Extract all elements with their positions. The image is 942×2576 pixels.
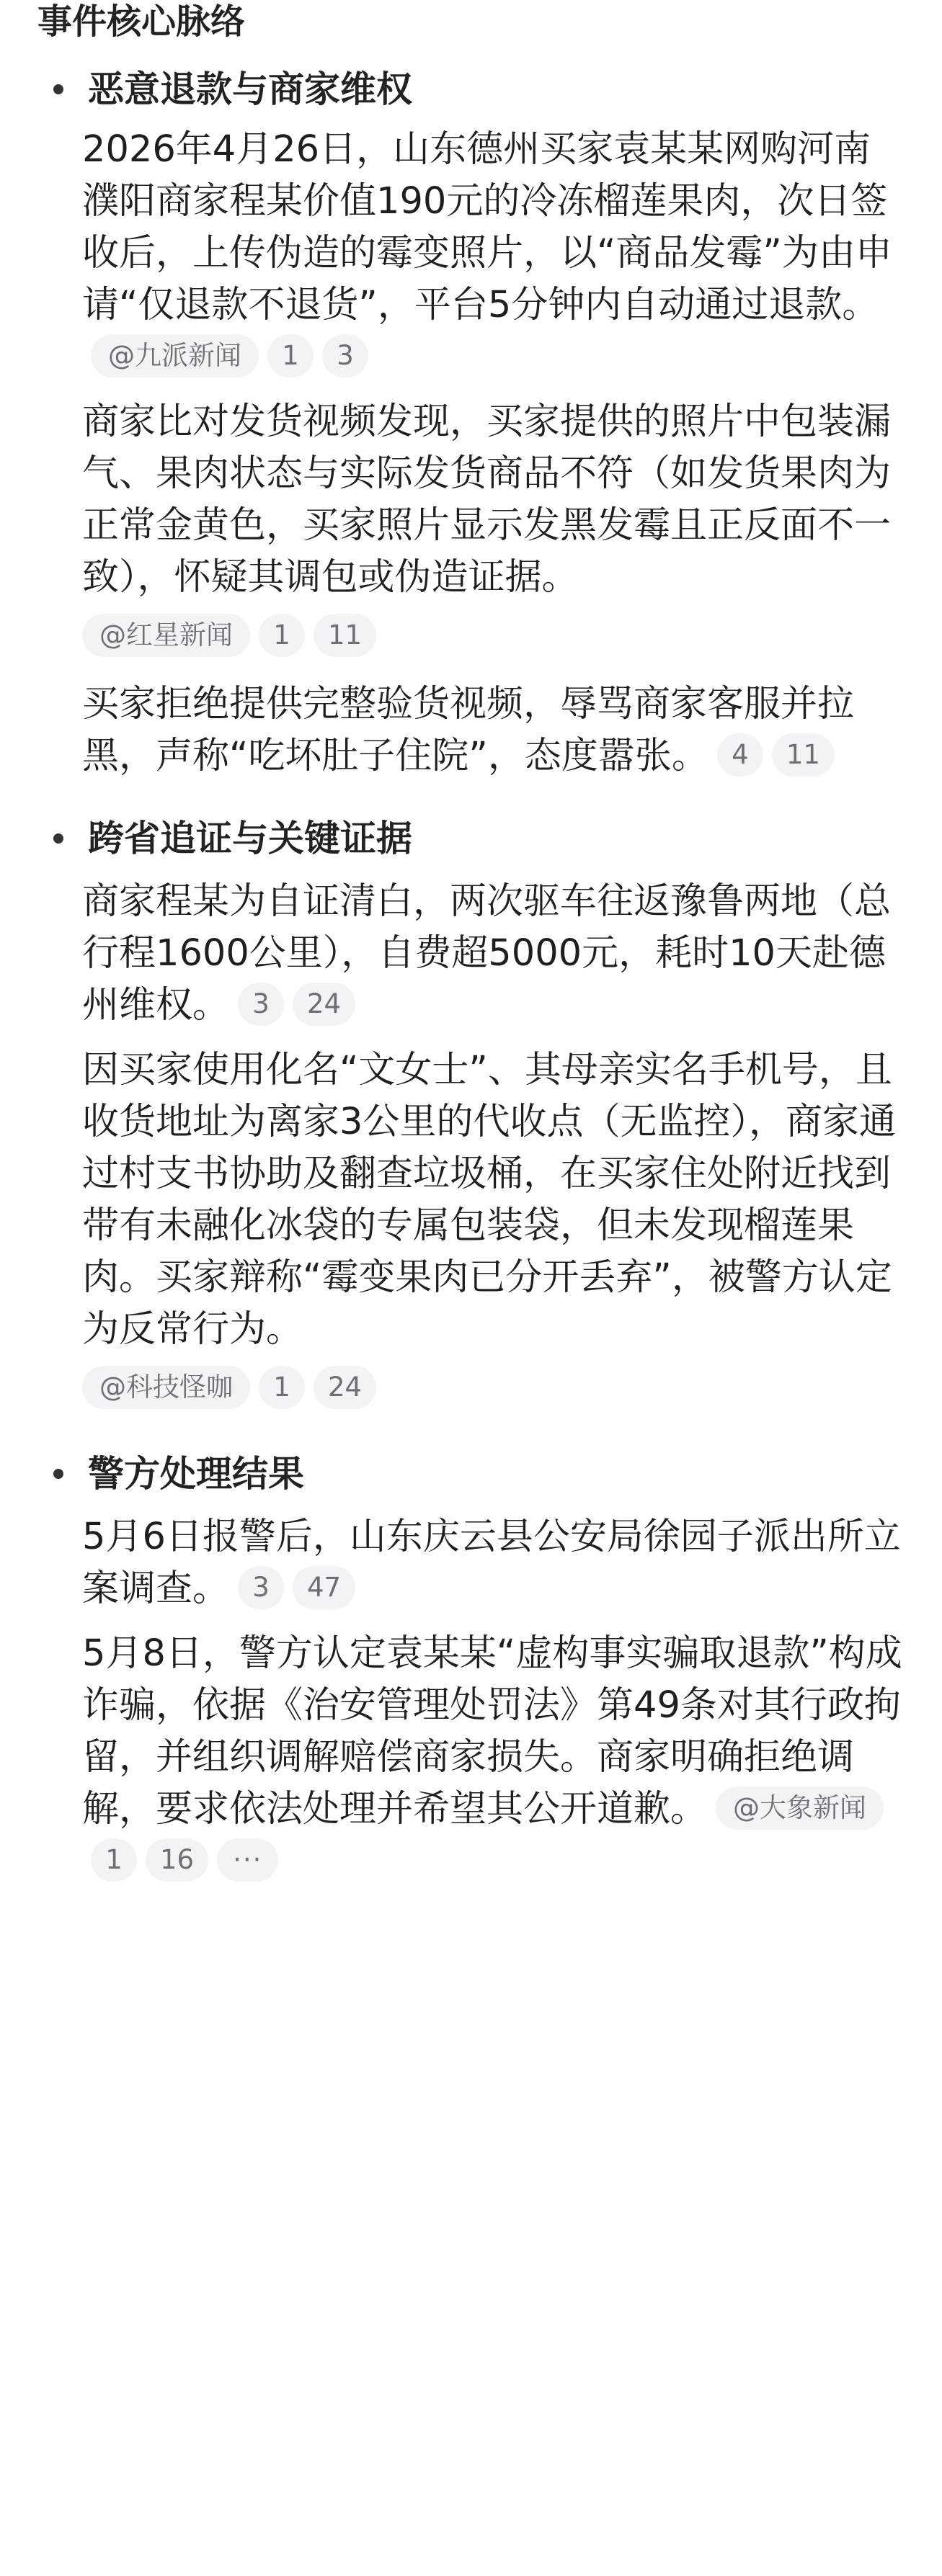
ref-chip[interactable]: 3 xyxy=(322,334,368,377)
page-title: 事件核心脉络 xyxy=(37,1,246,42)
ref-chip[interactable]: 3 xyxy=(238,983,284,1026)
paragraph-text: 商家比对发货视频发现，买家提供的照片中包装漏气、果肉状态与实际发货商品不符（如发货果肉为正常金黄色，买家照片显示发黑发霉且正反面不一致），怀疑其调包或伪造证据。 xyxy=(82,401,892,599)
ref-chip[interactable]: 1 xyxy=(267,334,314,377)
ref-chip[interactable]: 24 xyxy=(293,983,355,1026)
source-chip[interactable]: @科技怪咖 xyxy=(82,1366,250,1409)
section-heading xyxy=(37,811,905,866)
ref-chip[interactable]: 47 xyxy=(293,1566,355,1609)
paragraph-text: 5月6日报警后，山东庆云县公安局徐园子派出所立案调查。 xyxy=(82,1516,901,1610)
paragraph-text: 买家拒绝提供完整验货视频，辱骂商家客服并拉黑，声称“吃坏肚子住院”，态度嚣张。 xyxy=(82,683,855,777)
source-chip[interactable]: @大象新闻 xyxy=(716,1786,884,1830)
section-police-result xyxy=(37,1446,905,1887)
ref-chip[interactable]: 4 xyxy=(717,733,763,777)
paragraph-text: 2026年4月26日，山东德州买家袁某某网购河南濮阳商家程某价值190元的冷冻榴莲果肉，次日签收后，上传伪造的霉变照片，以“商品发霉”为由申请“仅退款不退货”，平台5分钟内自动通过退款。 xyxy=(82,128,892,326)
source-chip[interactable]: @九派新闻 xyxy=(91,334,259,377)
chip-row xyxy=(82,608,905,666)
source-chip[interactable]: @红星新闻 xyxy=(82,614,250,657)
ref-chip[interactable]: 11 xyxy=(772,733,835,777)
chip-row xyxy=(82,1360,905,1418)
paragraph xyxy=(82,1045,905,1418)
ref-chip[interactable]: 11 xyxy=(314,614,376,657)
bullet-dot xyxy=(53,833,63,844)
section-cross-province-evidence xyxy=(37,811,905,1418)
ref-chip[interactable]: 1 xyxy=(259,1366,305,1409)
section-title: 恶意退款与商家维权 xyxy=(88,68,412,110)
paragraph xyxy=(82,1511,905,1615)
paragraph-text: 因买家使用化名“文女士”、其母亲实名手机号，且收货地址为离家3公里的代收点（无监控），商家通过村支书协助及翻查垃圾桶，在买家住处附近找到带有未融化冰袋的专属包装袋，但未发现榴莲果肉。买家辩称“霉变果肉已分开丢弃”，被警方认定为反常行为。 xyxy=(82,1049,896,1351)
ref-chip[interactable]: 1 xyxy=(259,614,305,657)
paragraph xyxy=(82,876,905,1032)
section-heading xyxy=(37,1446,905,1501)
paragraph xyxy=(82,396,905,666)
paragraph xyxy=(82,679,905,782)
ref-chip[interactable]: 3 xyxy=(238,1566,284,1609)
ref-chip[interactable]: 16 xyxy=(146,1838,208,1882)
bullet-dot xyxy=(53,1469,63,1479)
ref-chip[interactable]: 24 xyxy=(314,1366,376,1409)
more-options-button[interactable]: ··· xyxy=(217,1838,278,1882)
paragraph-text: 5月8日，警方认定袁某某“虚构事实骗取退款”构成诈骗，依据《治安管理处罚法》第49条对其行政拘留，并组织调解赔偿商家损失。商家明确拒绝调解，要求依法处理并希望其公开道歉。 xyxy=(82,1632,902,1830)
paragraph xyxy=(82,124,905,383)
paragraph-text: 商家程某为自证清白，两次驱车往返豫鲁两地（总行程1600公里），自费超5000元，耗时10天赴德州维权。 xyxy=(82,880,892,1027)
section-malicious-refund xyxy=(37,62,905,782)
section-heading xyxy=(37,62,905,117)
paragraph xyxy=(82,1628,905,1887)
section-title: 跨省追证与关键证据 xyxy=(88,818,412,859)
bullet-dot xyxy=(53,84,63,94)
ref-chip[interactable]: 1 xyxy=(91,1838,137,1882)
section-title: 警方处理结果 xyxy=(88,1453,304,1495)
